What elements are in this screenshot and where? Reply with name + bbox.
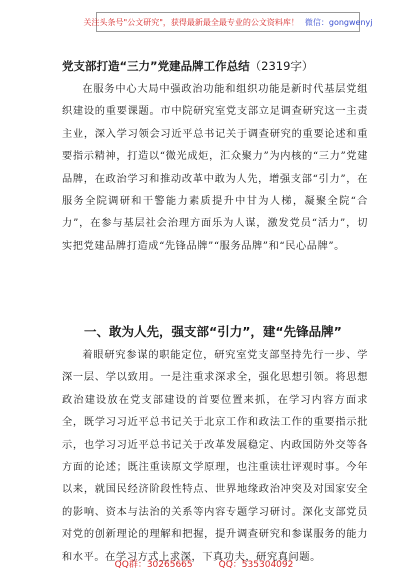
promo-banner — [83, 12, 373, 32]
footer-qq-group: QQ群：30265665 — [114, 560, 193, 570]
footer-qq: QQ：535304092 — [218, 560, 294, 570]
document-title-line — [62, 58, 313, 74]
body-paragraph-2: 着眼研究参谋的职能定位，研究室党支部坚持先行一步、学深一层、学以致用。一是注重求深求全，强化思想引领。将思想政治建设放在党支部建设的首要位置来抓，在学习内容方面求全，既学习习近平总书记关于北京工作和政法工作的重要指示批示，也学习习近平总书记关于改革发展稳定、内政国防外交等各方面的论述；既注重读原文学原理，也注重读壮评观时事。今年以来，就国民经济阶段性特点、世界地缘政治冲突及对国家安全的影响、资本与法治的关系等内容专题学习研讨。深化支部党员对党的创新理论的理解和把握，提升调查研究和参谋服务的能力和水平。在学习方式上求深，下真功夫，研究真问题。 — [62, 350, 368, 563]
promo-banner-text: 关注头条号"公文研究"，获得最新最全最专业的公文资料库！ — [83, 17, 299, 27]
footer-contact — [0, 557, 408, 570]
promo-banner-wechat: 微信：gongwenyj — [304, 17, 373, 27]
document-title: 党支部打造“三力”党建品牌工作总结 — [62, 59, 250, 73]
word-count: （2319字） — [249, 59, 314, 73]
section-heading-1: 一、敢为人先，强支部“引力”，建“先锋品牌” — [84, 324, 342, 339]
body-paragraph-1: 在服务中心大局中强政治功能和组织功能是新时代基层党组织建设的重要课题。市中院研究室党支部立足调查研究这一主责主业，深入学习领会习近平总书记关于调查研究的重要论述和重要指示精神，打造以“微光成炬，汇众聚力”为内核的“三力”党建品牌，在政治学习和推动改革中敢为人先，增强支部“引力”，在服务全院调研和干警能力素质提升中甘为人梯，凝聚全院“合力”，在参与基层社会治理方面乐为人谋，激发党员“活力”，切实把党建品牌打造成“先锋品牌”“服务品牌”和“民心品牌”。 — [62, 84, 368, 252]
